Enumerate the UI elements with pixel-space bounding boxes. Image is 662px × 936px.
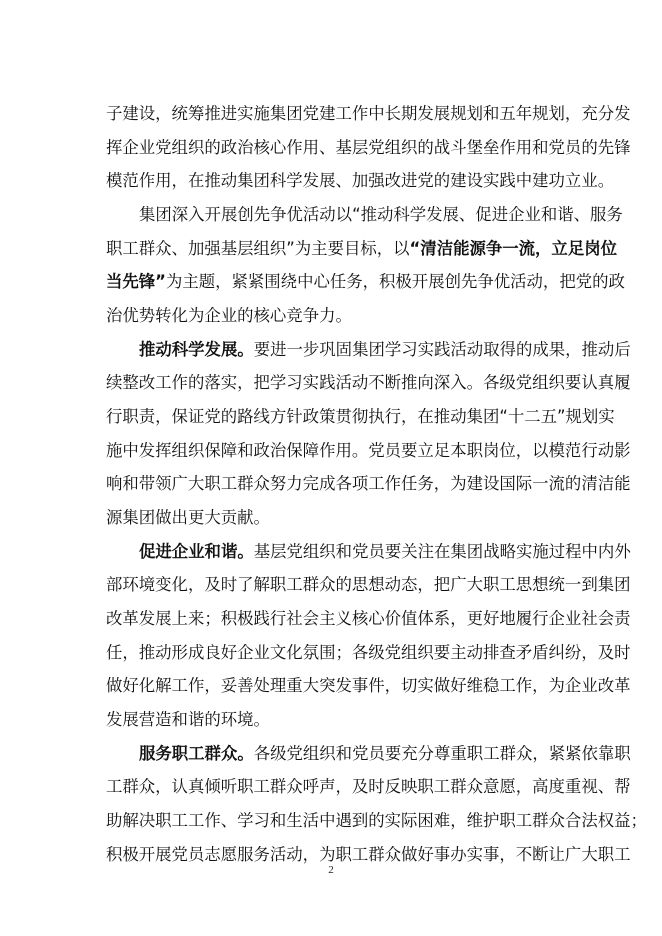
text-line <box>106 299 584 333</box>
text-line <box>106 703 584 737</box>
text-segment: 各级党组织和党员要充分尊重职工群众，紧紧依靠职 <box>253 744 631 763</box>
text-segment: 行职责，保证党的路线方针政策贯彻执行，在推动集团“十二五”规划实 <box>106 407 615 426</box>
text-segment-bold: 当先锋” <box>106 272 166 291</box>
text-segment: 源集团做出更大贡献。 <box>106 508 270 527</box>
text-segment: 做好化解工作，妥善处理重大突发事件，切实做好维稳工作，为企业改革 <box>106 676 631 695</box>
page-number: 2 <box>328 864 334 876</box>
text-segment: 模范作用，在推动集团科学发展、加强改进党的建设实践中建功立业。 <box>106 171 615 190</box>
text-line <box>139 198 623 232</box>
text-line <box>106 467 631 501</box>
text-segment: 职工群众、加强基层组织”为主要目标，以 <box>106 239 410 258</box>
text-line <box>106 434 631 468</box>
text-line <box>139 737 631 771</box>
text-line <box>106 568 631 602</box>
text-segment: 为主题，紧紧围绕中心任务，积极开展创先争优活动，把党的政 <box>165 272 625 291</box>
text-segment: 要进一步巩固集团学习实践活动取得的成果，推动后 <box>253 340 631 359</box>
text-line <box>106 804 647 838</box>
text-segment: 助解决职工工作、学习和生活中遇到的实际困难，维护职工群众合法权益； <box>106 811 647 830</box>
text-segment: 挥企业党组织的政治核心作用、基层党组织的战斗堡垒作用和党员的先锋 <box>106 138 631 157</box>
text-line <box>139 535 631 569</box>
text-line <box>106 770 631 804</box>
text-segment: 施中发挥组织保障和政治保障作用。党员要立足本职岗位，以模范行动影 <box>106 441 631 460</box>
text-segment: 积极开展党员志愿服务活动，为职工群众做好事办实事，不断让广大职工 <box>106 845 631 864</box>
text-line <box>106 232 617 266</box>
text-line <box>139 333 631 367</box>
section-heading-inline: 促进企业和谐。 <box>139 542 254 561</box>
text-segment: 治优势转化为企业的核心竞争力。 <box>106 306 352 325</box>
text-line <box>106 265 625 299</box>
text-line <box>106 669 631 703</box>
text-line <box>106 636 631 670</box>
text-segment: 部环境变化，及时了解职工群众的思想动态，把广大职工思想统一到集团 <box>106 575 631 594</box>
text-segment: 发展营造和谐的环境。 <box>106 710 270 729</box>
text-line <box>106 501 584 535</box>
text-segment: 子建设，统筹推进实施集团党建工作中长期发展规划和五年规划，充分发 <box>106 104 631 123</box>
text-segment: 响和带领广大职工群众努力完成各项工作任务，为建设国际一流的清洁能 <box>106 474 631 493</box>
text-line <box>106 131 631 165</box>
text-segment-bold: “清洁能源争一流，立足岗位 <box>409 239 617 258</box>
text-line <box>106 366 631 400</box>
text-segment: 基层党组织和党员要关注在集团战略实施过程中内外 <box>253 542 631 561</box>
text-line <box>106 602 631 636</box>
section-heading-inline: 服务职工群众。 <box>139 744 254 763</box>
text-line <box>106 164 615 198</box>
text-segment: 集团深入开展创先争优活动以“推动科学发展、促进企业和谐、服务 <box>139 205 623 224</box>
text-segment: 续整改工作的落实，把学习实践活动不断推向深入。各级党组织要认真履 <box>106 373 631 392</box>
text-line <box>106 400 615 434</box>
text-segment: 工群众，认真倾听职工群众呼声，及时反映职工群众意愿，高度重视、帮 <box>106 777 631 796</box>
section-heading-inline: 推动科学发展。 <box>139 340 254 359</box>
text-segment: 改革发展上来；积极践行社会主义核心价值体系，更好地履行企业社会责 <box>106 609 631 628</box>
text-segment: 任，推动形成良好企业文化氛围；各级党组织要主动排查矛盾纠纷，及时 <box>106 643 631 662</box>
text-line <box>106 97 631 131</box>
